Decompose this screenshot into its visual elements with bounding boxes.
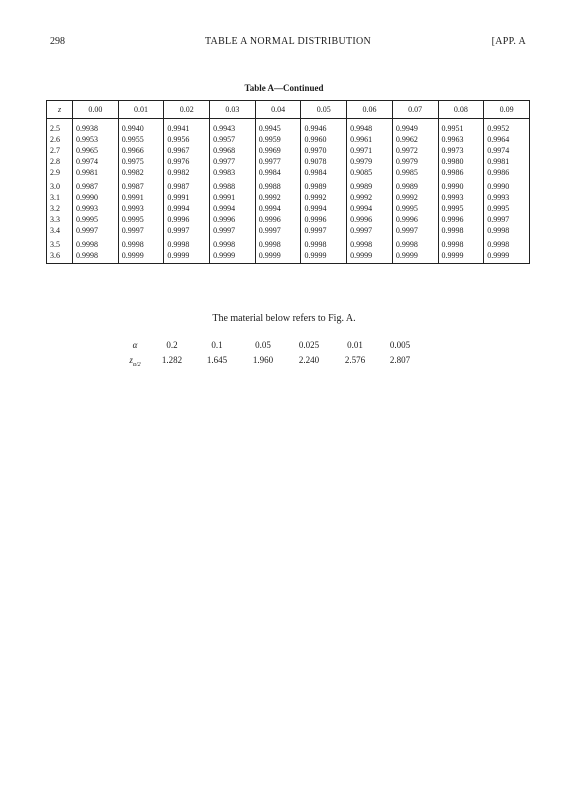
probability-cell: 0.9961 <box>347 134 393 145</box>
probability-cell: 0.9998 <box>73 250 119 264</box>
table-row <box>47 167 530 178</box>
probability-cell: 0.9993 <box>73 203 119 214</box>
probability-cell: 0.9994 <box>164 203 210 214</box>
probability-cell: 0.9940 <box>118 123 164 134</box>
probability-cell: 0.9982 <box>164 167 210 178</box>
probability-cell: 0.9995 <box>392 203 438 214</box>
alpha-value: 0.005 <box>389 340 411 350</box>
probability-cell: 0.9989 <box>392 178 438 192</box>
probability-cell: 0.9967 <box>164 145 210 156</box>
probability-cell: 0.9955 <box>118 134 164 145</box>
table-row <box>47 192 530 203</box>
probability-cell: 0.9998 <box>484 236 530 250</box>
z-critical-value: 1.282 <box>161 355 183 365</box>
probability-cell: 0.9965 <box>73 145 119 156</box>
alpha-value: 0.1 <box>211 340 223 350</box>
probability-cell: 0.9948 <box>347 123 393 134</box>
probability-cell: 0.9976 <box>164 156 210 167</box>
probability-cell: 0.9998 <box>118 236 164 250</box>
probability-cell: 0.9997 <box>392 225 438 236</box>
probability-cell: 0.9973 <box>438 145 484 156</box>
running-title: TABLE A NORMAL DISTRIBUTION <box>204 36 372 47</box>
probability-cell: 0.9998 <box>301 236 347 250</box>
probability-cell: 0.9987 <box>118 178 164 192</box>
probability-cell: 0.9970 <box>301 145 347 156</box>
probability-cell: 0.9992 <box>255 192 301 203</box>
row-z-value: 3.6 <box>47 250 73 264</box>
row-z-value: 2.5 <box>47 123 73 134</box>
probability-cell: 0.9959 <box>255 134 301 145</box>
table-row <box>47 250 530 264</box>
probability-cell: 0.9946 <box>301 123 347 134</box>
table-row <box>47 123 530 134</box>
probability-cell: 0.9991 <box>164 192 210 203</box>
column-header: 0.02 <box>164 101 210 119</box>
probability-cell: 0.9997 <box>484 214 530 225</box>
probability-cell: 0.9984 <box>255 167 301 178</box>
column-header: 0.07 <box>392 101 438 119</box>
probability-cell: 0.9996 <box>301 214 347 225</box>
probability-cell: 0.9949 <box>392 123 438 134</box>
probability-cell: 0.9998 <box>164 236 210 250</box>
table-row <box>47 214 530 225</box>
probability-cell: 0.9974 <box>484 145 530 156</box>
probability-cell: 0.9999 <box>347 250 393 264</box>
probability-cell: 0.9999 <box>210 250 256 264</box>
probability-cell: 0.9979 <box>392 156 438 167</box>
alpha-row <box>120 340 440 354</box>
probability-cell: 0.9998 <box>438 236 484 250</box>
probability-cell: 0.9990 <box>484 178 530 192</box>
probability-cell: 0.9995 <box>438 203 484 214</box>
row-z-value: 2.9 <box>47 167 73 178</box>
appendix-label: [APP. A <box>491 36 526 47</box>
probability-cell: 0.9981 <box>73 167 119 178</box>
probability-cell: 0.9951 <box>438 123 484 134</box>
probability-cell: 0.9997 <box>301 225 347 236</box>
probability-cell: 0.9085 <box>347 167 393 178</box>
probability-cell: 0.9996 <box>438 214 484 225</box>
probability-cell: 0.9986 <box>484 167 530 178</box>
row-z-value: 2.6 <box>47 134 73 145</box>
probability-cell: 0.9985 <box>392 167 438 178</box>
probability-cell: 0.9992 <box>347 192 393 203</box>
probability-cell: 0.9989 <box>347 178 393 192</box>
probability-cell: 0.9990 <box>73 192 119 203</box>
probability-cell: 0.9966 <box>118 145 164 156</box>
normal-distribution-table <box>46 100 530 264</box>
z-row <box>120 355 440 369</box>
table-row <box>47 236 530 250</box>
probability-cell: 0.9997 <box>164 225 210 236</box>
row-z-value: 3.5 <box>47 236 73 250</box>
probability-cell: 0.9993 <box>118 203 164 214</box>
z-critical-value: 2.240 <box>298 355 320 365</box>
probability-cell: 0.9992 <box>392 192 438 203</box>
table-row <box>47 225 530 236</box>
probability-cell: 0.9999 <box>164 250 210 264</box>
alpha-value: 0.01 <box>347 340 363 350</box>
probability-cell: 0.9996 <box>347 214 393 225</box>
alpha-value: 0.2 <box>166 340 178 350</box>
column-header: 0.05 <box>301 101 347 119</box>
probability-cell: 0.9998 <box>438 225 484 236</box>
probability-cell: 0.9968 <box>210 145 256 156</box>
probability-cell: 0.9998 <box>210 236 256 250</box>
probability-cell: 0.9997 <box>210 225 256 236</box>
probability-cell: 0.9974 <box>73 156 119 167</box>
probability-cell: 0.9997 <box>73 225 119 236</box>
probability-cell: 0.9977 <box>255 156 301 167</box>
column-header: 0.04 <box>255 101 301 119</box>
row-z-value: 3.2 <box>47 203 73 214</box>
z-critical-value: 1.645 <box>206 355 228 365</box>
probability-cell: 0.9975 <box>118 156 164 167</box>
column-header: 0.01 <box>118 101 164 119</box>
probability-cell: 0.9980 <box>438 156 484 167</box>
probability-cell: 0.9988 <box>210 178 256 192</box>
probability-cell: 0.9986 <box>438 167 484 178</box>
probability-cell: 0.9998 <box>484 225 530 236</box>
probability-cell: 0.9996 <box>255 214 301 225</box>
probability-cell: 0.9999 <box>438 250 484 264</box>
table-caption: Table A—Continued <box>244 83 324 93</box>
column-header: 0.08 <box>438 101 484 119</box>
probability-cell: 0.9979 <box>347 156 393 167</box>
probability-cell: 0.9999 <box>484 250 530 264</box>
probability-cell: 0.9981 <box>484 156 530 167</box>
probability-cell: 0.9991 <box>118 192 164 203</box>
probability-cell: 0.9994 <box>301 203 347 214</box>
probability-cell: 0.9988 <box>255 178 301 192</box>
probability-cell: 0.9994 <box>255 203 301 214</box>
probability-cell: 0.9997 <box>347 225 393 236</box>
probability-cell: 0.9956 <box>164 134 210 145</box>
probability-cell: 0.9078 <box>301 156 347 167</box>
column-header-z: z <box>47 101 73 119</box>
probability-cell: 0.9962 <box>392 134 438 145</box>
alpha-label: α <box>132 340 138 350</box>
probability-cell: 0.9960 <box>301 134 347 145</box>
row-z-value: 3.4 <box>47 225 73 236</box>
probability-cell: 0.9999 <box>392 250 438 264</box>
row-z-value: 3.0 <box>47 178 73 192</box>
probability-cell: 0.9998 <box>255 236 301 250</box>
probability-cell: 0.9994 <box>210 203 256 214</box>
probability-cell: 0.9992 <box>301 192 347 203</box>
table-header-row <box>47 101 530 119</box>
column-header: 0.00 <box>73 101 119 119</box>
row-z-value: 3.3 <box>47 214 73 225</box>
probability-cell: 0.9971 <box>347 145 393 156</box>
probability-cell: 0.9964 <box>484 134 530 145</box>
probability-cell: 0.9989 <box>301 178 347 192</box>
probability-cell: 0.9996 <box>164 214 210 225</box>
probability-cell: 0.9987 <box>73 178 119 192</box>
z-critical-value: 2.807 <box>389 355 411 365</box>
page-number: 298 <box>50 36 65 47</box>
probability-cell: 0.9957 <box>210 134 256 145</box>
probability-cell: 0.9997 <box>118 225 164 236</box>
probability-cell: 0.9993 <box>438 192 484 203</box>
probability-cell: 0.9972 <box>392 145 438 156</box>
table-row <box>47 145 530 156</box>
probability-cell: 0.9995 <box>118 214 164 225</box>
row-z-value: 3.1 <box>47 192 73 203</box>
running-header <box>50 36 526 50</box>
column-header: 0.03 <box>210 101 256 119</box>
probability-cell: 0.9984 <box>301 167 347 178</box>
probability-cell: 0.9995 <box>73 214 119 225</box>
table-row <box>47 156 530 167</box>
probability-cell: 0.9963 <box>438 134 484 145</box>
probability-cell: 0.9998 <box>73 236 119 250</box>
z-critical-value: 1.960 <box>252 355 274 365</box>
probability-cell: 0.9977 <box>210 156 256 167</box>
table-row <box>47 134 530 145</box>
probability-cell: 0.9983 <box>210 167 256 178</box>
probability-cell: 0.9996 <box>392 214 438 225</box>
probability-cell: 0.9941 <box>164 123 210 134</box>
alpha-value: 0.05 <box>255 340 271 350</box>
probability-cell: 0.9998 <box>347 236 393 250</box>
probability-cell: 0.9993 <box>484 192 530 203</box>
probability-cell: 0.9982 <box>118 167 164 178</box>
column-header: 0.09 <box>484 101 530 119</box>
probability-cell: 0.9945 <box>255 123 301 134</box>
probability-cell: 0.9995 <box>484 203 530 214</box>
column-header: 0.06 <box>347 101 393 119</box>
z-label: $z_{\alpha/2}$ <box>129 355 141 368</box>
probability-cell: 0.9997 <box>255 225 301 236</box>
table-body <box>47 123 530 264</box>
probability-cell: 0.9994 <box>347 203 393 214</box>
row-z-value: 2.7 <box>47 145 73 156</box>
probability-cell: 0.9952 <box>484 123 530 134</box>
probability-cell: 0.9998 <box>392 236 438 250</box>
reference-note: The material below refers to Fig. A. <box>212 313 356 324</box>
row-z-value: 2.8 <box>47 156 73 167</box>
probability-cell: 0.9953 <box>73 134 119 145</box>
table-row <box>47 178 530 192</box>
probability-cell: 0.9999 <box>255 250 301 264</box>
z-critical-value: 2.576 <box>344 355 366 365</box>
table-row <box>47 203 530 214</box>
probability-cell: 0.9987 <box>164 178 210 192</box>
probability-cell: 0.9938 <box>73 123 119 134</box>
probability-cell: 0.9999 <box>118 250 164 264</box>
probability-cell: 0.9969 <box>255 145 301 156</box>
probability-cell: 0.9991 <box>210 192 256 203</box>
probability-cell: 0.9996 <box>210 214 256 225</box>
probability-cell: 0.9990 <box>438 178 484 192</box>
probability-cell: 0.9943 <box>210 123 256 134</box>
alpha-value: 0.025 <box>298 340 320 350</box>
probability-cell: 0.9999 <box>301 250 347 264</box>
